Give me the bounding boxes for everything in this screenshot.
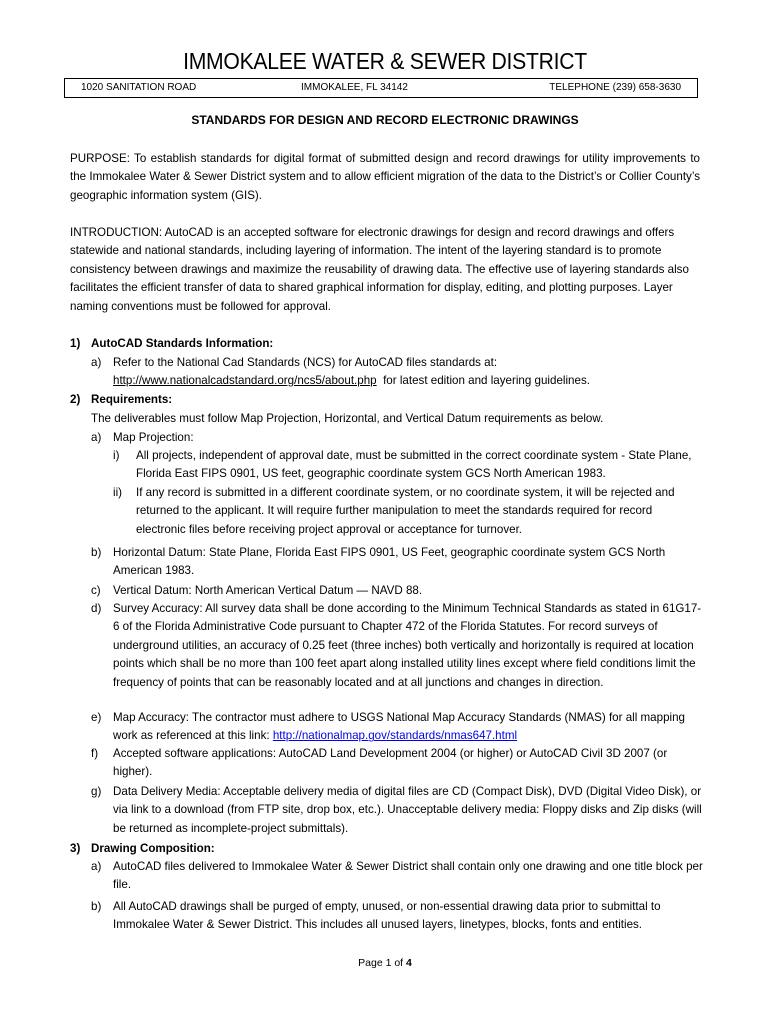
street-address: 1020 SANITATION ROAD <box>81 82 197 93</box>
item-2a-i-marker: i) <box>113 449 120 462</box>
item-2f-marker: f) <box>91 747 99 760</box>
item-2b-text: Horizontal Datum: State Plane, Florida East FIPS 0901, US Feet, geographic coordinate system GCS North American 1983. <box>113 546 666 578</box>
section-2-intro: The deliverables must follow Map Projection, Horizontal, and Vertical Datum requirements as below. <box>91 412 604 425</box>
item-2e-text-block <box>113 709 707 746</box>
section-1-number: 1) <box>70 337 81 350</box>
item-2g-marker: g) <box>91 785 102 798</box>
item-2e-marker: e) <box>91 711 102 724</box>
document-heading: STANDARDS FOR DESIGN AND RECORD ELECTRONIC DRAWINGS <box>191 113 579 127</box>
page-total: 4 <box>406 957 412 969</box>
nmas-standards-link[interactable]: http://nationalmap.gov/standards/nmas647.html <box>272 729 518 743</box>
section-1-title: AutoCAD Standards Information: <box>91 337 274 350</box>
introduction-paragraph: INTRODUCTION: AutoCAD is an accepted software for electronic drawings for design and record drawings and offers statewide and national standards, including layering of information. The intent of the layering standard is to promote consistency between drawings and maximize the reusability of drawing data. The effective use of layering standards also facilitates the efficient transfer of data to shared graphical information for display, editing, and plotting purposes. Layer naming conventions must be followed for approval. <box>70 226 689 313</box>
item-2b-marker: b) <box>91 546 102 559</box>
item-2c-text: Vertical Datum: North American Vertical Datum — NAVD 88. <box>113 584 423 597</box>
section-3-title: Drawing Composition: <box>91 842 215 855</box>
item-2a-text: Map Projection: <box>113 431 194 444</box>
page-number-label: Page 1 of <box>358 957 404 969</box>
section-2-title: Requirements: <box>91 393 173 406</box>
city-state-zip: IMMOKALEE, FL 34142 <box>301 82 408 93</box>
page-footer <box>0 957 770 969</box>
item-3a-text: AutoCAD files delivered to Immokalee Water & Sewer District shall contain only one drawing and one title block per file. <box>113 860 703 892</box>
item-3b-marker: b) <box>91 900 102 913</box>
item-2d-marker: d) <box>91 602 102 615</box>
item-2d-text: Survey Accuracy: All survey data shall be done according to the Minimum Technical Standards as stated in 61G17-6 of the Florida Administrative Code pursuant to Chapter 472 of the Florida Statutes. For record surveys of underground utilities, an accuracy of 0.25 feet (three inches) both vertically and horizontally is required at location points which shall be no more than 100 feet apart along installed utility lines except where field conditions limit the frequency of points that can be reasonably located and at all junctions and changes in direction. <box>113 602 702 689</box>
item-2c-marker: c) <box>91 584 101 597</box>
district-title: IMMOKALEE WATER & SEWER DISTRICT <box>183 48 587 74</box>
ncs-standards-link[interactable]: http://www.nationalcadstandard.org/ncs5/about.php <box>113 374 377 387</box>
section-3-number: 3) <box>70 842 81 855</box>
item-2f-text: Accepted software applications: AutoCAD Land Development 2004 (or higher) or AutoCAD Civil 3D 2007 (or higher). <box>113 747 668 779</box>
purpose-paragraph: PURPOSE: To establish standards for digital format of submitted design and record drawings for utility improvements to the Immokalee Water & Sewer District system and to allow efficient migration of the data to the District’s or Collier County’s geographic information system (GIS). <box>70 152 700 202</box>
item-1a-after-text: for latest edition and layering guidelines. <box>383 374 590 387</box>
item-2a-marker: a) <box>91 431 102 444</box>
item-3b-text: All AutoCAD drawings shall be purged of empty, unused, or non-essential drawing data prior to submittal to Immokalee Water & Sewer District. This includes all unused layers, linetypes, blocks, fonts and entities. <box>113 900 661 932</box>
telephone: TELEPHONE (239) 658-3630 <box>549 82 681 93</box>
item-1a-marker: a) <box>91 356 102 369</box>
item-2g-text: Data Delivery Media: Acceptable delivery media of digital files are CD (Compact Disk), DVD (Digital Video Disk), or via link to a download (from FTP site, drop box, etc.). Unacceptable delivery media: Floppy disks and Zip disks (will be returned as incomplete-project submittals). <box>113 785 702 835</box>
item-2a-i-text: All projects, independent of approval date, must be submitted in the correct coordinate system - State Plane, Florida East FIPS 0901, US feet, geographic coordinate system GCS North American 1983. <box>136 449 692 481</box>
item-2a-ii-text: If any record is submitted in a different coordinate system, or no coordinate system, it will be rejected and returned to the applicant. It will require further manipulation to meet the standards required for record electronic files before receiving project approval or acceptance for turnover. <box>136 486 675 536</box>
item-3a-marker: a) <box>91 860 102 873</box>
address-bar <box>64 78 698 98</box>
item-2a-ii-marker: ii) <box>113 486 123 499</box>
section-2-number: 2) <box>70 393 81 406</box>
item-1a-text: Refer to the National Cad Standards (NCS) for AutoCAD files standards at: <box>113 356 498 369</box>
item-2e-text: Map Accuracy: The contractor must adhere to USGS National Map Accuracy Standards (NMAS) for all mapping work as referenced at this link: <box>113 711 685 743</box>
item-1a-link-line <box>113 372 590 390</box>
